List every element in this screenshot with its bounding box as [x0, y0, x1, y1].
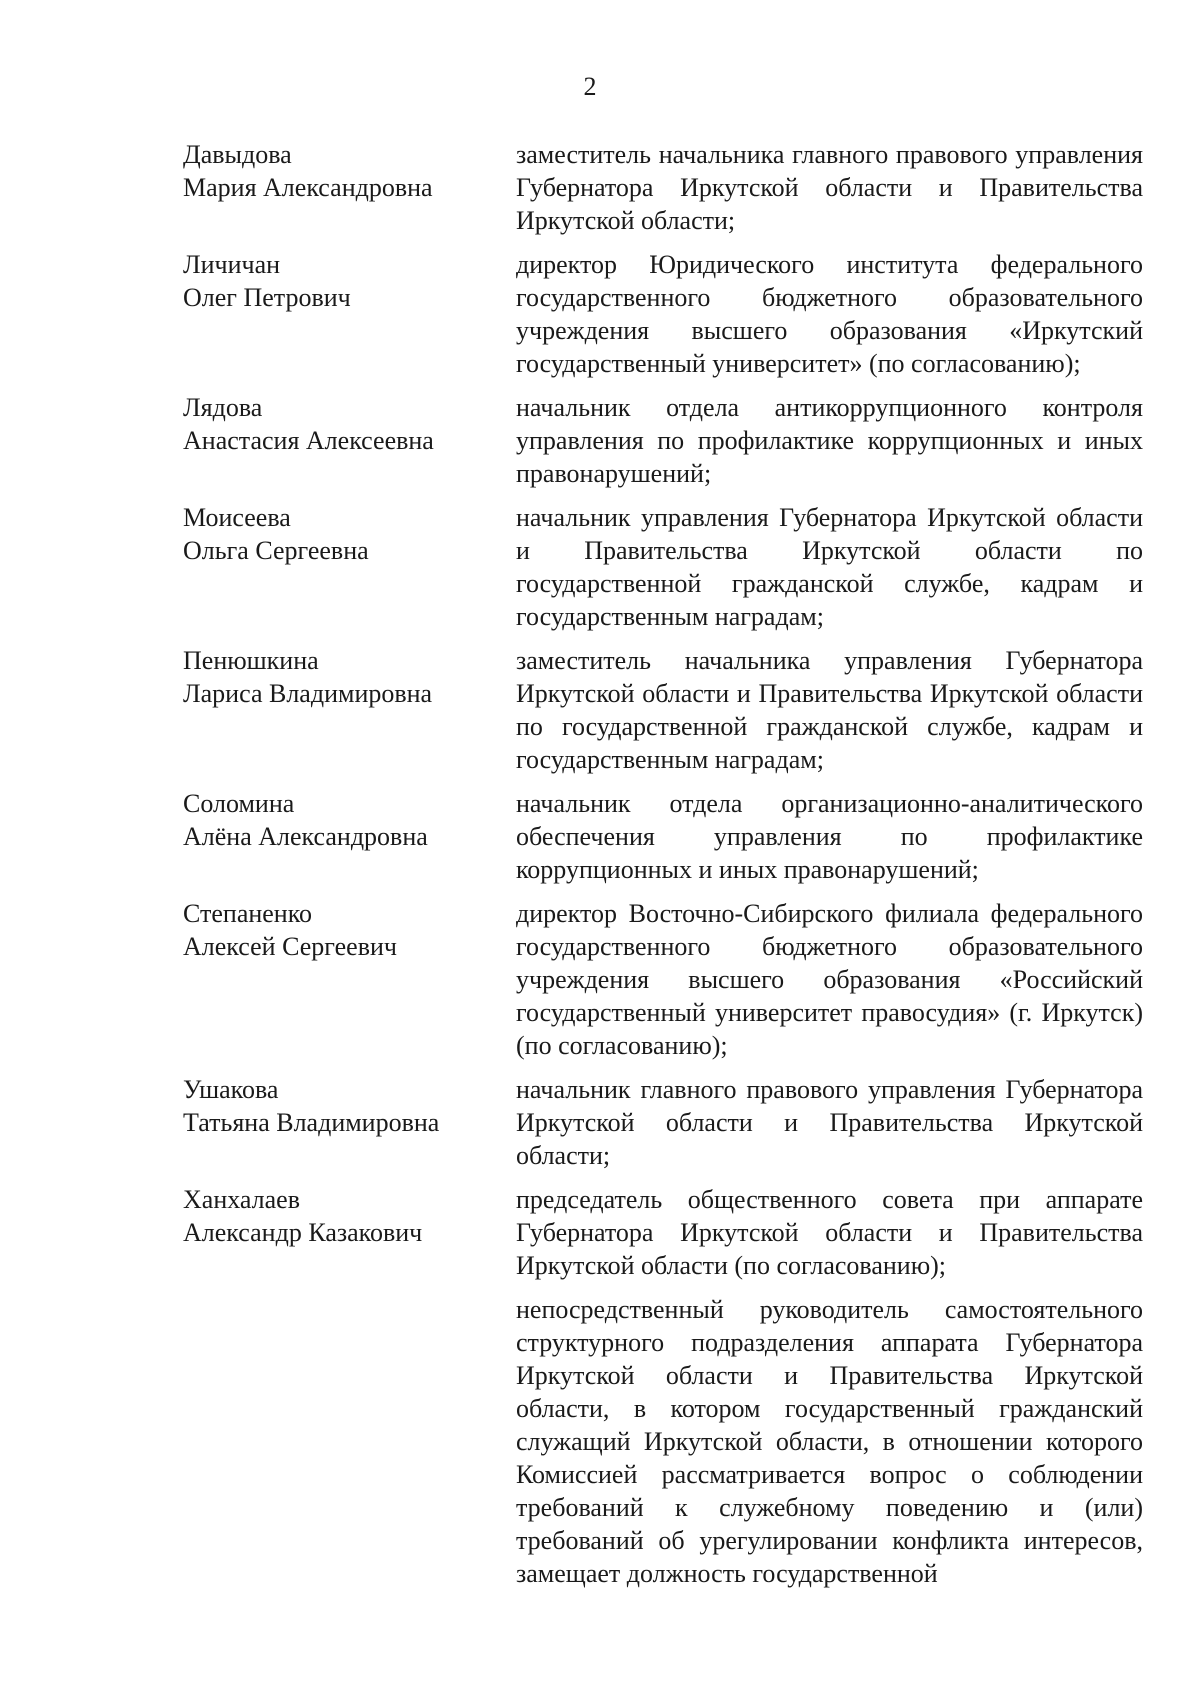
- member-given-names: Лариса Владимировна: [183, 679, 433, 708]
- member-position: начальник отдела организационно-аналитического обеспечения управления по профилактике коррупционных и иных правонарушений;: [516, 789, 1143, 884]
- page-number: 2: [583, 72, 597, 101]
- member-position: заместитель начальника управления Губернатора Иркутской области и Правительства Иркутской области по государственной гражданской службе, кадрам и государственным наградам;: [516, 646, 1143, 774]
- member-position: председатель общественного совета при аппарате Губернатора Иркутской области и Правительства Иркутской области (по согласованию);: [516, 1185, 1143, 1280]
- member-position: начальник управления Губернатора Иркутской области и Правительства Иркутской области по государственной гражданской службе, кадрам и государственным наградам;: [516, 503, 1143, 631]
- member-name: [183, 644, 516, 776]
- member-position: заместитель начальника главного правового управления Губернатора Иркутской области и Правительства Иркутской области;: [516, 140, 1143, 235]
- member-position: директор Восточно-Сибирского филиала федерального государственного бюджетного образовательного учреждения высшего образования «Российский государственный университет правосудия» (г. Иркутск) (по согласованию);: [516, 899, 1143, 1060]
- member-surname: Ханхалаев: [183, 1185, 300, 1214]
- member-surname: Моисеева: [183, 503, 291, 532]
- member-entry: [183, 644, 1143, 776]
- member-position: непосредственный руководитель самостоятельного структурного подразделения аппарата Губернатора Иркутской области и Правительства Иркутской области, в котором государственный гражданский служащий Иркутской области, в отношении которого Комиссией рассматривается вопрос о соблюдении требований к служебному поведению и (или) требований об урегулировании конфликта интересов, замещает должность государственной: [516, 1295, 1143, 1588]
- member-name: [183, 248, 516, 380]
- member-entry: [183, 1183, 1143, 1282]
- member-name: [183, 391, 516, 490]
- member-entry: [183, 391, 1143, 490]
- member-position: начальник главного правового управления Губернатора Иркутской области и Правительства Иркутской области;: [516, 1075, 1143, 1170]
- member-surname: Пенюшкина: [183, 646, 319, 675]
- member-name: [183, 1183, 516, 1282]
- member-given-names: Мария Александровна: [183, 173, 433, 202]
- member-name: [183, 1073, 516, 1172]
- member-entry: [183, 248, 1143, 380]
- member-name: [183, 787, 516, 886]
- member-given-names: Ольга Сергеевна: [183, 536, 369, 565]
- member-name: [183, 138, 516, 237]
- member-surname: Соломина: [183, 789, 295, 818]
- member-name: [183, 1293, 516, 1590]
- member-entry: [183, 1293, 1143, 1590]
- member-entry: [183, 1073, 1143, 1172]
- member-position: начальник отдела антикоррупционного контроля управления по профилактике коррупционных и иных правонарушений;: [516, 393, 1143, 488]
- member-given-names: Анастасия Алексеевна: [183, 426, 434, 455]
- member-entry: [183, 787, 1143, 886]
- member-given-names: Алексей Сергеевич: [183, 932, 397, 961]
- member-list: [183, 138, 1143, 1601]
- member-name: [183, 501, 516, 633]
- member-surname: Ушакова: [183, 1075, 279, 1104]
- member-given-names: Олег Петрович: [183, 283, 351, 312]
- member-entry: [183, 897, 1143, 1062]
- member-name: [183, 897, 516, 1062]
- member-given-names: Александр Казакович: [183, 1218, 423, 1247]
- member-given-names: Алёна Александровна: [183, 822, 428, 851]
- member-surname: Степаненко: [183, 899, 313, 928]
- member-surname: Давыдова: [183, 140, 292, 169]
- member-entry: [183, 501, 1143, 633]
- member-surname: Личичан: [183, 250, 281, 279]
- member-given-names: Татьяна Владимировна: [183, 1108, 440, 1137]
- member-position: директор Юридического института федерального государственного бюджетного образовательного учреждения высшего образования «Иркутский государственный университет» (по согласованию);: [516, 250, 1143, 378]
- member-surname: Лядова: [183, 393, 263, 422]
- member-entry: [183, 138, 1143, 237]
